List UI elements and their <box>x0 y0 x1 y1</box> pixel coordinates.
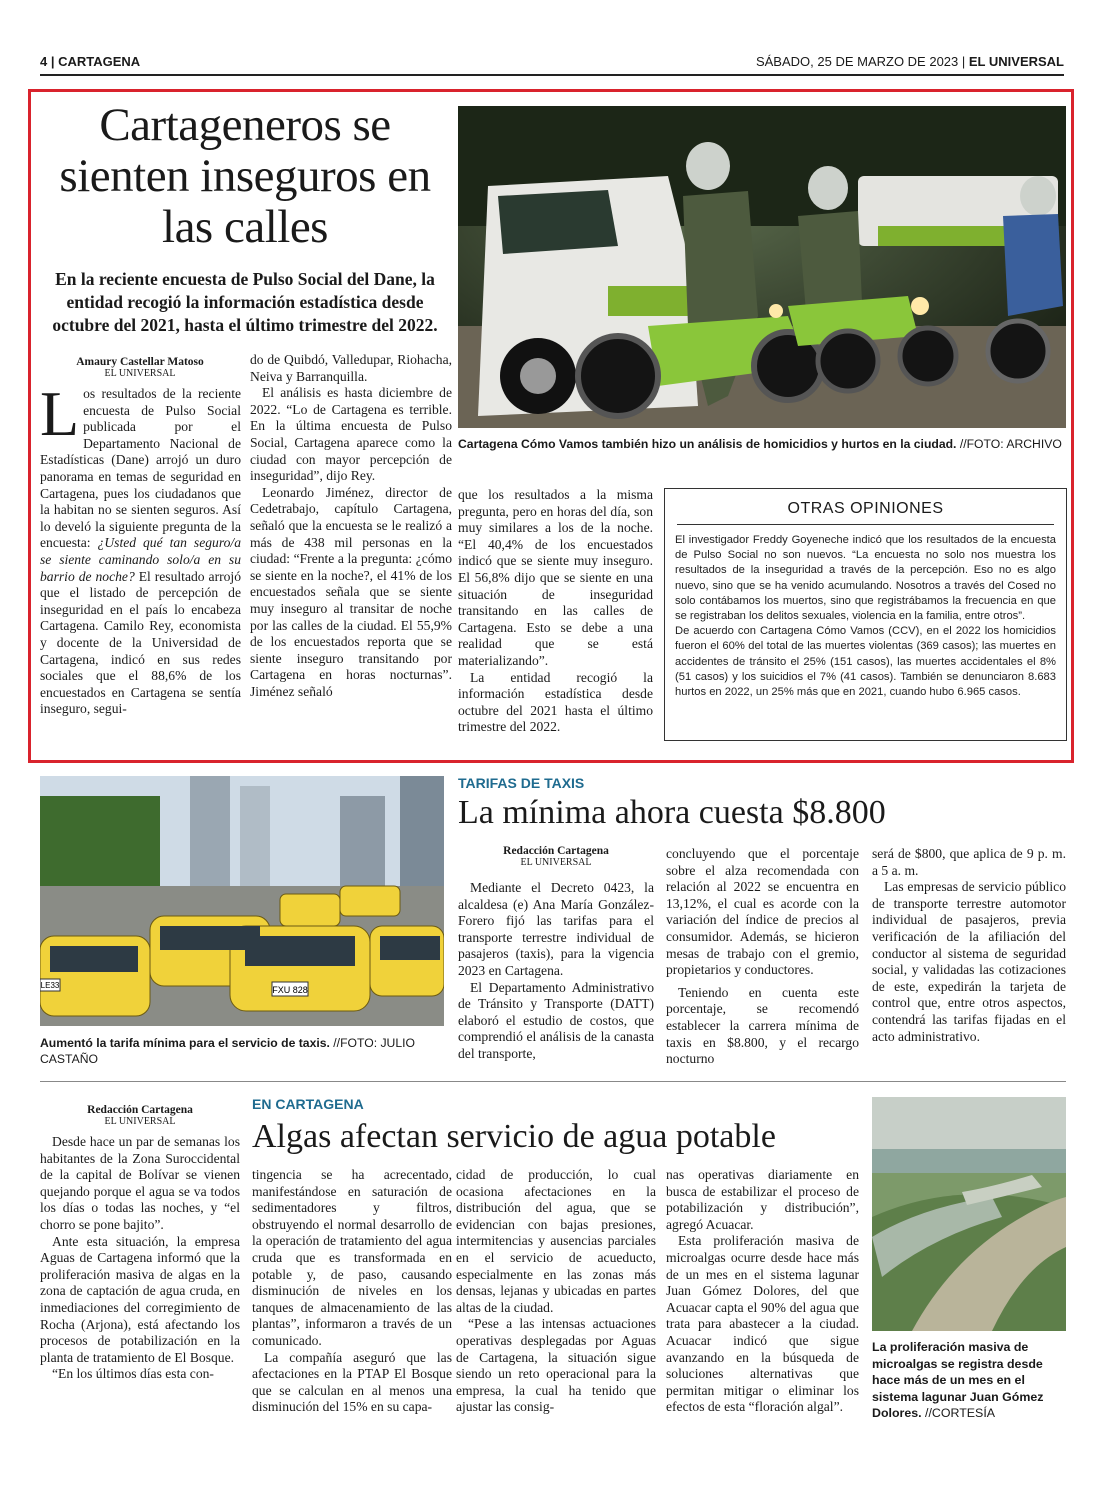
story3-headline: Algas afectan servicio de agua potable <box>252 1118 776 1155</box>
lagoon-aerial-image <box>872 1097 1066 1331</box>
taxis-image <box>40 776 444 1026</box>
story3-kicker: EN CARTAGENA <box>252 1096 364 1112</box>
otras-opiniones-box <box>664 488 1067 741</box>
story1-headline: Cartageneros se sienten inseguros en las calles <box>59 99 431 253</box>
story1-column-1 <box>40 378 241 718</box>
story3-column-3 <box>456 1167 656 1416</box>
story1-col3-para-a: que los resultados a la misma pregunta, pero en horas del día, son muy similares a los de la noche. “El 40,4% de los encuestados indicó que se siente muy inseguro. El 56,8% dijo que se siente en una situación de inseguridad transitando en las calles de Cartagena. Esto se debe a una realidad que se está materializando”. <box>458 487 653 668</box>
story3-col1-para-b: Ante esta situación, la empresa Aguas de Cartagena informó que la proliferación masiva de algas en la zona de captación de agua cruda, en inmediaciones del corregimiento de Rocha (Arjona), está afectando los procesos de potabilización en la planta de tratamiento de El Bosque. <box>40 1233 240 1365</box>
page-folio <box>40 52 1064 76</box>
story2-col2-para-a: concluyendo que el porcentaje sobre el alza recomendada con relación al 2022 se encuentra en 13,12%, el cual es acorde con la variación del índice de precios al consumidor. Además, se hicieron mesas de trabajo con el gremio, propietarios y conductores. <box>666 846 859 978</box>
story3-photo <box>872 1097 1066 1331</box>
story3-col2-para-a: tingencia se ha acrecentado, manifestándose en saturación de sedimentadores y filtros, obstruyendo el normal desarrollo de la operación de tratamiento del agua cruda que es transformada en potable y, de paso, causando disminución de niveles en los tanques de almacenamiento de las plantas”, informaron a través de un comunicado. <box>252 1167 452 1348</box>
story2-kicker: TARIFAS DE TAXIS <box>458 775 585 791</box>
section-divider <box>40 1081 1066 1082</box>
otras-opiniones-para-1: El investigador Freddy Goyeneche indicó que los resultados de la encuesta de Pulso Social no son nuevos. “La encuesta no solo nos muestra los resultados de la inseguridad a través de la percepción. Eso no es algo nuevo, sino que se ha venido acumulando. Nosotros a través del Cosed no solo contábamos los muertos, sino que registrábamos la frecuencia en que se registraban los delitos sexuales, violencia en la familia, entre otros”. <box>675 534 1056 623</box>
story1-dropcap: L <box>40 378 80 449</box>
story1-col1-text: os resultados de la reciente encuesta de Pulso Social publicada por el Departamento Nacional de Estadísticas (Dane) arrojó un duro panorama en temas de seguridad en Cartagena, pues los ciudadanos que la habitan no se sienten seguros. Así lo develó la siguiente pregunta de la encuesta: <box>40 386 241 551</box>
story2-col2-para-b: Teniendo en cuenta este porcentaje, se recomendó establecer la carrera mínima de taxis en $8.800, y el recargo nocturno <box>666 984 859 1067</box>
story1-org: EL UNIVERSAL <box>104 368 176 379</box>
story2-headline: La mínima ahora cuesta $8.800 <box>458 794 886 831</box>
story3-column-4 <box>666 1167 859 1416</box>
taxi-plate: FXU 828 <box>272 985 308 995</box>
story2-column-2 <box>666 846 859 1068</box>
story2-photo <box>40 776 444 1026</box>
paper-name: EL UNIVERSAL <box>968 54 1064 69</box>
story3-org: EL UNIVERSAL <box>104 1116 176 1127</box>
story3-byline <box>40 1104 240 1128</box>
story1-col2-para-a: do de Quibdó, Valledupar, Riohacha, Neiva y Barranquilla. <box>250 352 452 384</box>
story1-column-2 <box>250 352 452 700</box>
otras-opiniones-title: OTRAS OPINIONES <box>677 500 1054 525</box>
story3-col4-para-b: Esta proliferación masiva de microalgas ocurre desde hace más de un mes en el sistema lagunar Juan Gómez Dolores, del que Acuacar capta el 90% del agua que trata para abastecer a la ciudad. Acuacar indicó que sigue avanzando en la búsqueda de soluciones alternativas que permitan mitigar o eliminar los efectos de esta “floración algal”. <box>666 1233 859 1415</box>
story1-col3-para-b: La entidad recogió la información estadística desde octubre del 2021 hasta el último trimestre del 2022. <box>458 669 653 735</box>
section-name: | CARTAGENA <box>50 54 141 69</box>
story3-col3-para-a: cidad de producción, lo cual ocasiona afectaciones en la distribución del agua, que se evidencian con bajas presiones, intermitencias y ausencias parciales en el servicio de acueducto, especialmente en las zonas más densas, lejanas y ubicadas en partes altas de la ciudad. <box>456 1167 656 1315</box>
story1-photo-credit: //FOTO: ARCHIVO <box>956 437 1062 451</box>
story1-column-3 <box>458 487 653 736</box>
story2-byline <box>458 845 654 869</box>
story3-caption-text: La proliferación masiva de microalgas se registra desde hace más de un mes en el sistema lagunar Juan Gómez Dolores. <box>872 1340 1044 1420</box>
story1-caption <box>458 436 1066 452</box>
story2-caption-text: Aumentó la tarifa mínima para el servicio de taxis. <box>40 1036 330 1050</box>
story1-col1-text-b: El resultado arrojó que el listado de percepción de inseguridad en el país lo encabeza Cartagena. Camilo Rey, economista y docente de la Universidad de Cartagena, indicó en sus redes sociales que el 88,6% de los encuestados en Cartagena se sentía inseguro, segui- <box>40 568 241 717</box>
otras-opiniones-para-2: De acuerdo con Cartagena Cómo Vamos (CCV), en el 2022 los homicidios fueron el 60% del total de las muertes violentas (369 casos); las muertes en accidentes de tránsito el 25% (151 casos), las muertes accidentales el 8% (51 casos) y los suicidios el 7% (41 casos). También se denunciaron 8.683 hurtos en 2022, un 25% más que en 2021, cuando hubo 6.965 casos. <box>675 625 1056 699</box>
issue-date: SÁBADO, 25 DE MARZO DE 2023 | <box>755 54 966 69</box>
story2-column-1 <box>458 880 654 1063</box>
story3-photo-credit: //CORTESÍA <box>921 1406 996 1420</box>
story1-photo <box>458 106 1066 428</box>
story2-col1-para-a: Mediante el Decreto 0423, la alcaldesa (e) Ana María González-Forero fijó las tarifas para el transporte terrestre individual de pasajeros (taxis), para la vigencia 2023 en Cartagena. <box>458 880 654 978</box>
story2-org: EL UNIVERSAL <box>520 857 592 868</box>
story2-column-3 <box>872 846 1066 1045</box>
story1-author: Amaury Castellar Matoso <box>76 356 204 368</box>
police-motorcycles-image <box>458 106 1066 428</box>
folio-left <box>40 54 140 69</box>
story3-col4-para-a: nas operativas diariamente en busca de estabilizar el proceso de potabilización y distribución”, agregó Acuacar. <box>666 1167 859 1232</box>
story2-col1-para-b: El Departamento Administrativo de Tránsito y Transporte (DATT) elaboró el estudio de costos, que comprendió el análisis de la canasta del transporte, <box>458 979 654 1061</box>
story2-author: Redacción Cartagena <box>503 845 609 857</box>
story2-photo-credit: //FOTO: JULIO CASTAÑO <box>40 1036 416 1066</box>
story3-caption <box>872 1339 1066 1422</box>
story1-deck: En la reciente encuesta de Pulso Social del Dane, la entidad recogió la información estadística desde octubre del 2021, hasta el último trimestre del 2022. <box>52 269 438 335</box>
story3-col1-para-c: “En los últimos días esta con- <box>52 1366 214 1382</box>
story1-col2-para-b: El análisis es hasta diciembre de 2022. “Lo de Cartagena es terrible. En la última encuesta de Pulso Social, Cartagena aparece como la ciudad con mayor percepción de inseguridad”, dijo Rey. <box>250 385 452 484</box>
taxi-plate-2: LE33 <box>40 981 60 990</box>
story3-author: Redacción Cartagena <box>87 1104 193 1116</box>
story2-caption <box>40 1035 450 1067</box>
story3-column-2 <box>252 1167 452 1416</box>
story3-col2-para-b: La compañía aseguró que las afectaciones en la PTAP El Bosque que se calculan en al menos una disminución del 15% en su capa- <box>252 1349 452 1415</box>
story2-col3-para-b: Las empresas de servicio público de transporte terrestre automotor individual de pasajeros, previa verificación de la afiliación del conductor al sistema de seguridad social, y validadas las cotizaciones de este, expedirán la tarjeta de control que, entre otros aspectos, contendrá las tarifas fijadas en el acto administrativo. <box>872 879 1066 1044</box>
story1-col2-para-c: Leonardo Jiménez, director de Cedetrabajo, capítulo Cartagena, señaló que la encuesta se le realizó a más de 438 mil personas en la ciudad: “Frente a la pregunta: ¿cómo se siente en la noche?, el 41% de los encuestados señala que se siente muy inseguro al transitar de noche por las calles de la ciudad. El 55,9% de los encuestados reporta que se siente inseguro transitando por Cartagena en horas nocturnas”. Jiménez señaló <box>250 484 452 699</box>
folio-right <box>756 54 1064 69</box>
page-number: 4 <box>40 54 48 69</box>
story3-col3-para-b: “Pese a las intensas actuaciones operativas desplegadas por Aguas de Cartagena, la situación sigue siendo un reto operacional para la empresa, la cual ha tenido que ajustar las consig- <box>456 1316 656 1415</box>
story3-col1-para-a: Desde hace un par de semanas los habitantes de la Zona Suroccidental de la capital de Bolívar se vienen quejando porque el agua se va todos los días o todas las noches, y “el chorro se pone bajito”. <box>40 1134 240 1232</box>
story2-col3-para-a: será de $800, que aplica de 9 p. m. a 5 a. m. <box>872 846 1066 878</box>
story1-byline <box>40 356 240 380</box>
otras-opiniones-text <box>675 533 1056 700</box>
story3-column-1 <box>40 1134 240 1383</box>
story1-caption-text: Cartagena Cómo Vamos también hizo un análisis de homicidios y hurtos en la ciudad. <box>458 437 957 451</box>
story1-survey-question: ¿Usted qué tan seguro/a se siente caminando solo/a en su barrio de noche? <box>40 535 241 584</box>
